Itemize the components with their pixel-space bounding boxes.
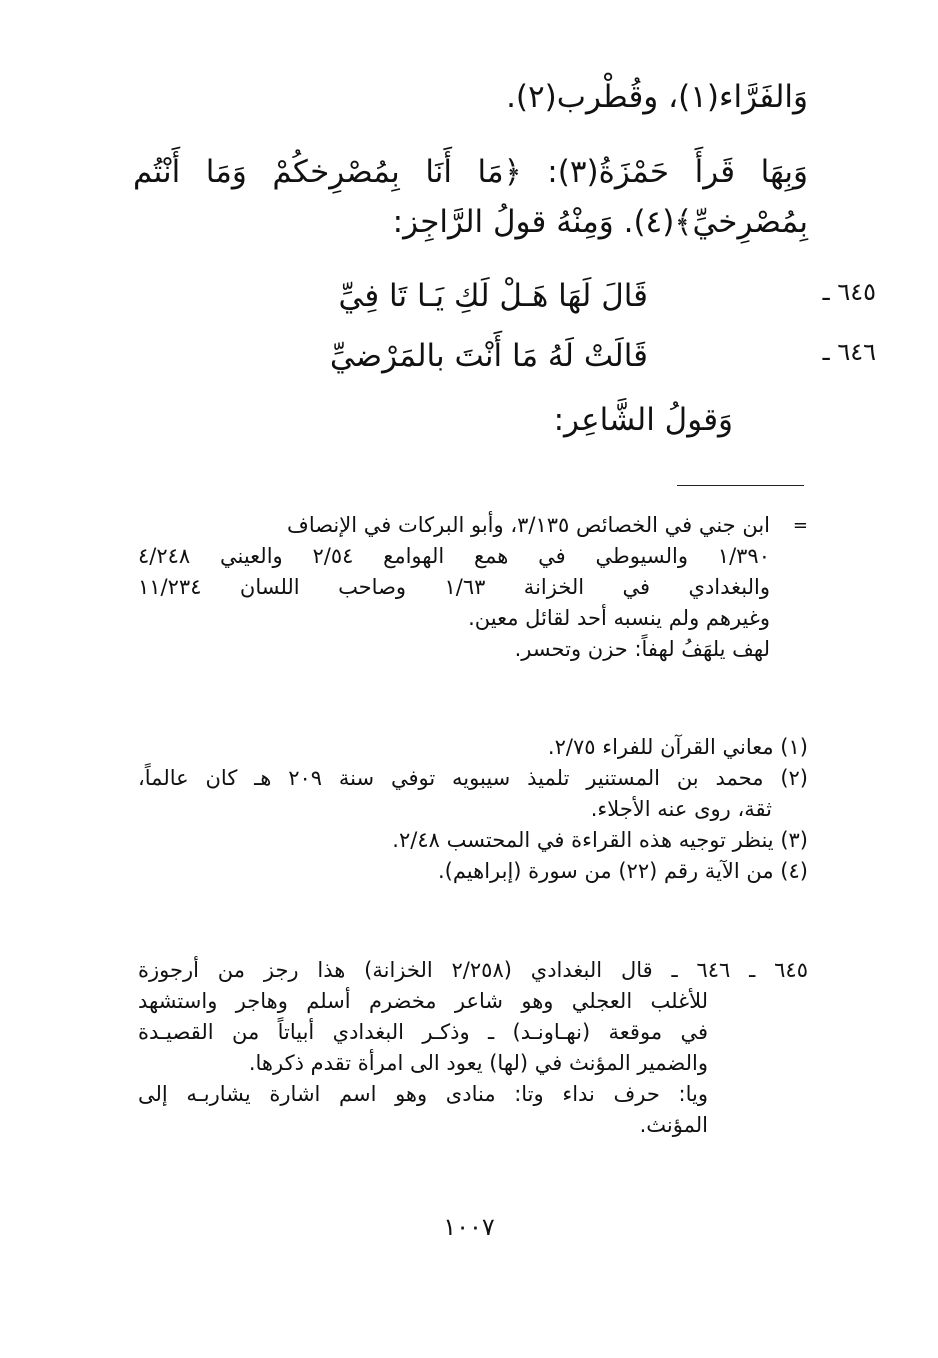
commentary-line: للأغلب العجلي وهو شاعر مخضرم أسلم وهاجر واستشهد — [138, 989, 708, 1013]
footnote-continuation — [138, 510, 808, 665]
verse-645 — [0, 278, 938, 326]
verse-number: ٦٤٥ ـ — [822, 278, 876, 306]
main-text-line-2: وَبِهَا قَرأَ حَمْزَةُ(٣): ﴿مَا أَنَا بِمُصْرِخكُمْ وَمَا أَنْتُم — [133, 154, 808, 190]
footnote-continuation-line: وغيرهم ولم ينسبه أحد لقائل معين. — [468, 606, 770, 630]
commentary-line: ٦٤٥ ـ ٦٤٦ ـ قال البغدادي (٢/٢٥٨ الخزانة) هذا رجز من أرجوزة — [138, 958, 808, 982]
commentary-line: ويا: حرف نداء وتا: منادى وهو اسم اشارة يشاربـه إلى — [138, 1082, 708, 1106]
footnote-continuation-line: لهف يلهَفُ لهفاً: حزن وتحسر. — [514, 637, 770, 661]
commentary-line: والضمير المؤنث في (لها) يعود الى امرأة تقدم ذكرها. — [248, 1051, 708, 1075]
commentary-line: المؤنث. — [639, 1113, 708, 1137]
main-text-line-1: وَالفَرَّاء(١)، وقُطْرب(٢). — [506, 79, 808, 115]
verse-text: قَالَتْ لَهُ مَا أَنْتَ بالمَرْضيِّ — [329, 338, 648, 374]
footnote-4: (٤) من الآية رقم (٢٢) من سورة (إبراهيم). — [437, 859, 808, 883]
footnote-continuation-line: = ابن جني في الخصائص ٣/١٣٥، وأبو البركات في الإنصاف — [138, 510, 808, 541]
verse-commentary — [138, 955, 808, 1141]
main-text-line-4: وَقولُ الشَّاعِر: — [553, 402, 733, 438]
footnote-continuation-line: ١/٣٩٠ والسيوطي في همع الهوامع ٢/٥٤ والعيني ٤/٢٤٨ — [138, 544, 770, 568]
footnotes — [138, 732, 808, 887]
verse-text: قَالَ لَهَا هَـلْ لَكِ يَـا تَا فِيِّ — [338, 278, 648, 314]
page-number: ١٠٠٧ — [443, 1213, 495, 1241]
footnote-continuation-line: والبغدادي في الخزانة ١/٦٣ وصاحب اللسان ١١/٢٣٤ — [138, 575, 770, 599]
footnote-2: (٢) محمد بن المستنير تلميذ سيبويه توفي سنة ٢٠٩ هـ كان عالماً، — [138, 766, 808, 790]
continuation-marker: = — [792, 515, 808, 536]
verse-646 — [0, 338, 938, 386]
verse-number: ٦٤٦ ـ — [822, 338, 876, 366]
footnote-2-continued: ثقة، روى عنه الأجلاء. — [590, 797, 772, 821]
main-text-line-3: بِمُصْرِخيِّ﴾(٤). وَمِنْهُ قولُ الرَّاجِز: — [392, 204, 808, 240]
footnote-1: (١) معاني القرآن للفراء ٢/٧٥. — [547, 735, 808, 759]
footnote-3: (٣) ينظر توجيه هذه القراءة في المحتسب ٢/٤٨. — [392, 828, 808, 852]
commentary-line: في موقعة (نهـاونـد) ـ وذكـر البغدادي أبياتاً من القصيـدة — [138, 1020, 708, 1044]
footnote-divider — [677, 485, 804, 486]
